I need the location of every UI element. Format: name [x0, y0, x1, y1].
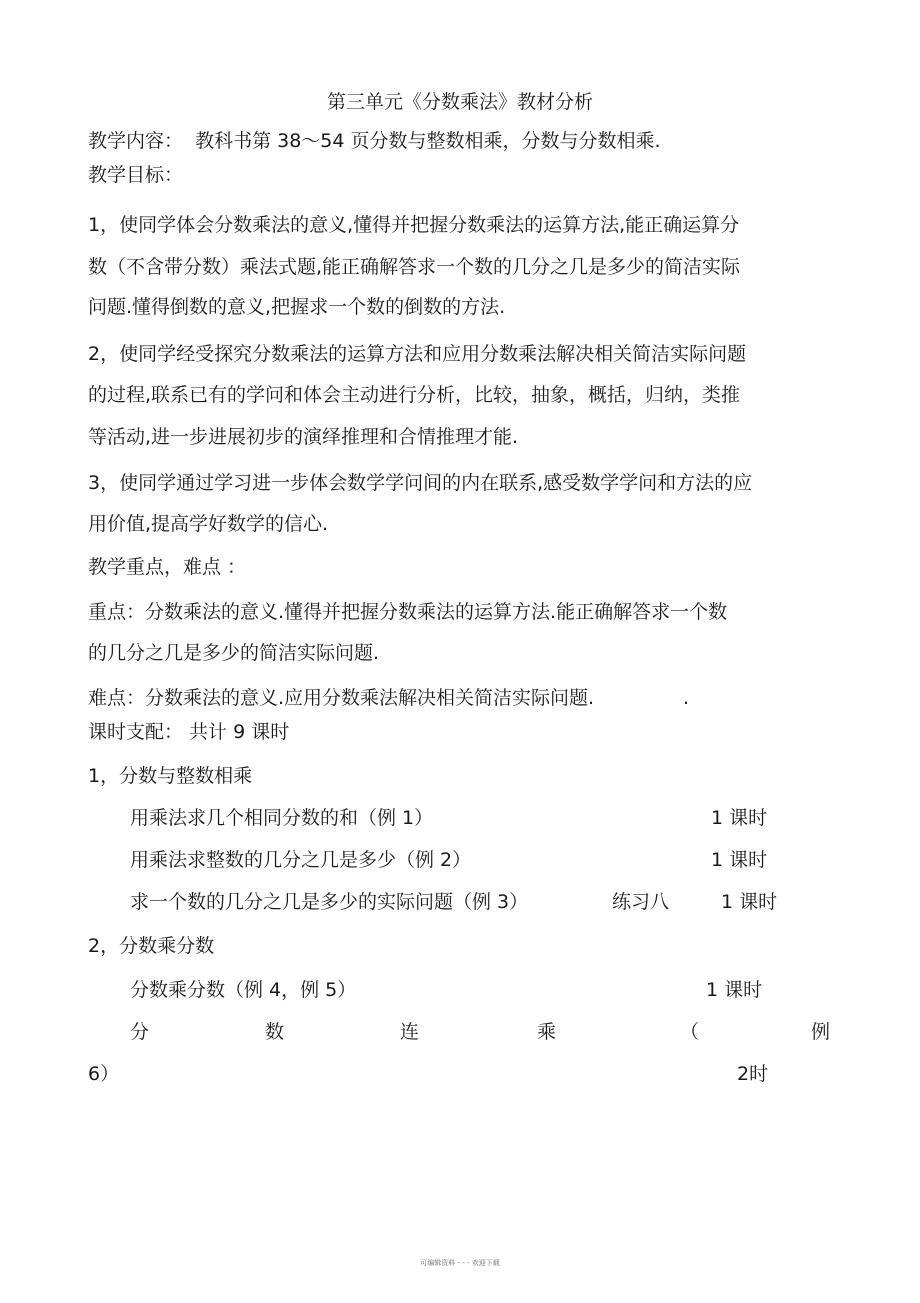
schedule-row-3: 求一个数的几分之几是多少的实际问题（例 3） [130, 891, 529, 913]
spread-char-2: 数 [265, 1021, 285, 1043]
schedule-row-1-hours: 1 课时 [711, 807, 768, 829]
difficulty-line: 难点：分数乘法的意义.应用分数乘法解决相关简洁实际问题. [88, 687, 595, 709]
schedule-row-3-extra: 练习八 [612, 891, 670, 913]
spread-char-5: （ [680, 1021, 700, 1043]
key-point-line-2: 的几分之几是多少的简洁实际问题. [88, 642, 380, 664]
schedule-row-2-hours: 1 课时 [711, 849, 768, 871]
section-2-title: 2，分数乘分数 [88, 935, 215, 957]
keypoints-heading: 教学重点，难点 ： [88, 556, 247, 578]
schedule-row-5-hours: 2时 [737, 1063, 769, 1085]
content-line [88, 129, 661, 153]
goal-2-line-3: 等活动,进一步进展初步的演绎推理和合情推理才能. [88, 426, 519, 448]
goal-1-line-2: 数（不含带分数）乘法式题,能正确解答求一个数的几分之几是多少的简洁实际 [88, 256, 741, 278]
goal-1-line-3: 问题.懂得倒数的意义,把握求一个数的倒数的方法. [88, 296, 506, 318]
difficulty-trailing-dot: . [683, 687, 690, 709]
goal-1-line-1: 1，使同学体会分数乘法的意义,懂得并把握分数乘法的运算方法,能正确运算分 [88, 214, 740, 236]
section-1-title: 1，分数与整数相乘 [88, 765, 253, 787]
schedule-row-2: 用乘法求整数的几分之几是多少（例 2） [130, 849, 472, 871]
goals-heading: 教学目标： [88, 164, 184, 186]
schedule-heading: 课时支配： 共计 9 课时 [88, 721, 290, 743]
key-point-line-1: 重点：分数乘法的意义.懂得并把握分数乘法的运算方法.能正确解答求一个数 [88, 601, 728, 623]
content-label: 教学内容： [88, 130, 184, 152]
spread-char-4: 乘 [537, 1021, 557, 1043]
footer-watermark: 可编辑资料 - - - 欢迎下载 [420, 1259, 500, 1267]
spread-char-6: 例 [811, 1021, 831, 1043]
schedule-row-3-hours: 1 课时 [721, 891, 778, 913]
spread-char-1: 分 [130, 1021, 150, 1043]
schedule-row-1: 用乘法求几个相同分数的和（例 1） [130, 807, 434, 829]
goal-3-line-2: 用价值,提高学好数学的信心. [88, 513, 329, 535]
goal-2-line-1: 2，使同学经受探究分数乘法的运算方法和应用分数乘法解决相关简洁实际问题 [88, 343, 747, 365]
spread-char-3: 连 [400, 1021, 420, 1043]
schedule-row-5-continuation: 6） [88, 1063, 120, 1085]
schedule-row-4-hours: 1 课时 [706, 979, 763, 1001]
goal-3-line-1: 3，使同学通过学习进一步体会数学学问间的内在联系,感受数学学问和方法的应 [88, 472, 753, 494]
page-title: 第三单元《分数乘法》教材分析 [326, 91, 593, 113]
content-text: 教科书第 38～54 页分数与整数相乘，分数与分数相乘. [195, 130, 661, 152]
goal-2-line-2: 的过程,联系已有的学问和体会主动进行分析，比较，抽象，概括，归纳，类推 [88, 384, 741, 406]
schedule-row-4: 分数乘分数（例 4，例 5） [130, 979, 357, 1001]
